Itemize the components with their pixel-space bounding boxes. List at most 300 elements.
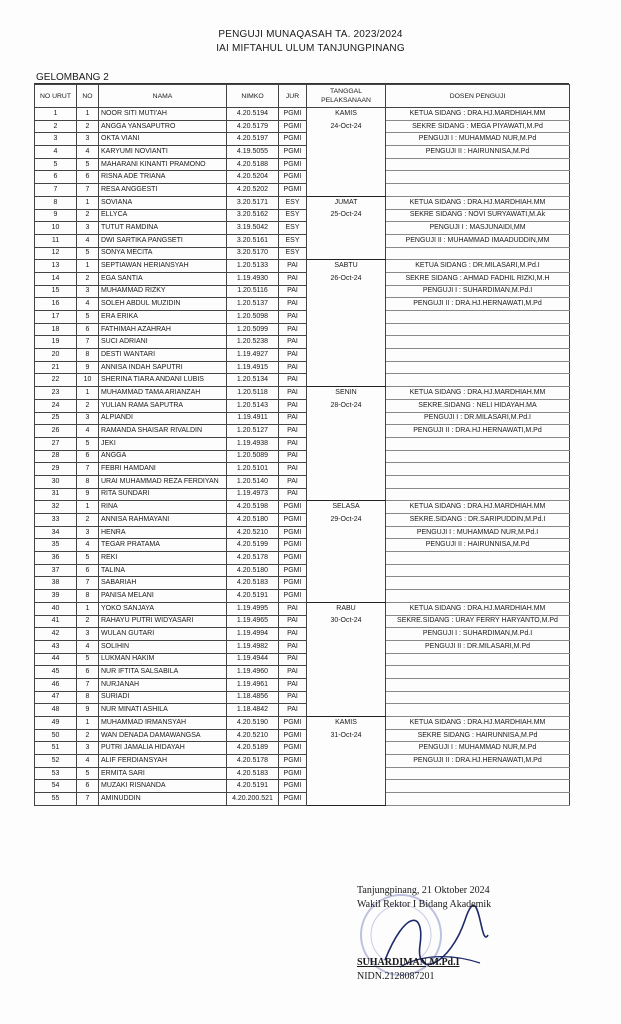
cell-no: 9	[77, 488, 99, 501]
cell-nama: YOKO SANJAYA	[99, 602, 227, 615]
cell-no: 5	[77, 311, 99, 324]
cell-jur: PGMI	[279, 552, 307, 565]
cell-nimko: 1.19.4944	[227, 653, 279, 666]
table-body	[35, 108, 570, 806]
cell-nama: TUTUT RAMDINA	[99, 222, 227, 235]
table-row	[35, 412, 570, 425]
cell-jur: ESY	[279, 222, 307, 235]
cell-tanggal	[307, 247, 386, 260]
cell-nimko: 4.20.5199	[227, 539, 279, 552]
table-row	[35, 272, 570, 285]
cell-nimko: 4.20.5210	[227, 526, 279, 539]
cell-nimko: 4.19.5055	[227, 146, 279, 159]
cell-nama: WULAN GUTARI	[99, 628, 227, 641]
cell-tanggal	[307, 437, 386, 450]
cell-no-urut: 20	[35, 349, 77, 362]
table-row	[35, 602, 570, 615]
document-title	[0, 28, 621, 56]
cell-nama: FEBRI HAMDANI	[99, 463, 227, 476]
cell-tanggal	[307, 767, 386, 780]
cell-nama: ANNISA INDAH SAPUTRI	[99, 361, 227, 374]
cell-jur: PAI	[279, 602, 307, 615]
table-row	[35, 361, 570, 374]
table-row	[35, 158, 570, 171]
cell-jur: ESY	[279, 196, 307, 209]
cell-no: 9	[77, 704, 99, 717]
cell-dosen: PENGUJI II : HAIRUNNISA,M.Pd	[386, 146, 570, 159]
cell-dosen	[386, 691, 570, 704]
col-no-urut: NO URUT	[35, 85, 77, 108]
cell-nama: RITA SUNDARI	[99, 488, 227, 501]
wave-label: GELOMBANG 2	[36, 72, 109, 83]
cell-no: 5	[77, 437, 99, 450]
table-row	[35, 120, 570, 133]
cell-nimko: 4.20.5188	[227, 158, 279, 171]
col-dosen: DOSEN PENGUJI	[386, 85, 570, 108]
cell-nama: SOVIANA	[99, 196, 227, 209]
cell-nimko: 4.20.5191	[227, 590, 279, 603]
cell-dosen: SEKRE.SIDANG : DR.SARIPUDDIN,M.Pd.I	[386, 514, 570, 527]
cell-no: 3	[77, 412, 99, 425]
table-row	[35, 704, 570, 717]
cell-no-urut: 48	[35, 704, 77, 717]
cell-jur: PAI	[279, 691, 307, 704]
cell-nama: RAMANDA SHAISAR RIVALDIN	[99, 425, 227, 438]
cell-nimko: 3.20.5171	[227, 196, 279, 209]
cell-jur: PAI	[279, 260, 307, 273]
cell-nama: URAI MUHAMMAD REZA FERDIYAN	[99, 475, 227, 488]
cell-no-urut: 30	[35, 475, 77, 488]
cell-nimko: 3.20.5161	[227, 234, 279, 247]
cell-jur: PAI	[279, 475, 307, 488]
table-row	[35, 539, 570, 552]
table-row	[35, 184, 570, 197]
cell-jur: PAI	[279, 615, 307, 628]
cell-no-urut: 51	[35, 742, 77, 755]
cell-jur: PAI	[279, 349, 307, 362]
cell-nama: JEKI	[99, 437, 227, 450]
cell-no: 1	[77, 602, 99, 615]
table-row	[35, 590, 570, 603]
cell-tanggal	[307, 742, 386, 755]
table-header-row	[35, 85, 570, 108]
cell-jur: PGMI	[279, 577, 307, 590]
cell-dosen: PENGUJI I : SUHARDIMAN,M.Pd.I	[386, 628, 570, 641]
cell-nimko: 3.19.5042	[227, 222, 279, 235]
cell-no-urut: 39	[35, 590, 77, 603]
table-row	[35, 399, 570, 412]
cell-no: 8	[77, 691, 99, 704]
table-row	[35, 336, 570, 349]
table-row	[35, 323, 570, 336]
cell-tanggal	[307, 590, 386, 603]
cell-jur: PGMI	[279, 146, 307, 159]
cell-nimko: 4.20.5178	[227, 755, 279, 768]
table-row	[35, 196, 570, 209]
cell-tanggal	[307, 628, 386, 641]
cell-nama: ANNISA RAHMAYANI	[99, 514, 227, 527]
table-row	[35, 260, 570, 273]
table-row	[35, 425, 570, 438]
cell-nama: SOLEH ABDUL MUZIDIN	[99, 298, 227, 311]
cell-no: 3	[77, 222, 99, 235]
cell-dosen	[386, 450, 570, 463]
cell-dosen	[386, 336, 570, 349]
table-row	[35, 526, 570, 539]
cell-jur: PAI	[279, 311, 307, 324]
table-row	[35, 501, 570, 514]
cell-tanggal: RABU	[307, 602, 386, 615]
cell-tanggal	[307, 361, 386, 374]
cell-no-urut: 37	[35, 564, 77, 577]
cell-no-urut: 22	[35, 374, 77, 387]
cell-dosen: KETUA SIDANG : DR.MILASARI,M.Pd.I	[386, 260, 570, 273]
table-row	[35, 247, 570, 260]
table-row	[35, 450, 570, 463]
cell-nama: NOOR SITI MUTI'AH	[99, 108, 227, 121]
cell-dosen	[386, 767, 570, 780]
cell-tanggal	[307, 285, 386, 298]
cell-no-urut: 45	[35, 666, 77, 679]
cell-nama: ALIF FERDIANSYAH	[99, 755, 227, 768]
cell-no: 3	[77, 742, 99, 755]
cell-dosen: KETUA SIDANG : DRA.HJ.MARDHIAH.MM	[386, 602, 570, 615]
cell-nama: RISNA ADE TRIANA	[99, 171, 227, 184]
cell-no-urut: 50	[35, 729, 77, 742]
cell-tanggal: 25-Oct-24	[307, 209, 386, 222]
cell-nama: ERMITA SARI	[99, 767, 227, 780]
cell-nimko: 1.18.4842	[227, 704, 279, 717]
cell-dosen: PENGUJI II : DRA.HJ.HERNAWATI,M.Pd	[386, 425, 570, 438]
cell-tanggal	[307, 311, 386, 324]
cell-no: 4	[77, 539, 99, 552]
cell-no-urut: 12	[35, 247, 77, 260]
cell-jur: PAI	[279, 666, 307, 679]
cell-tanggal	[307, 222, 386, 235]
cell-jur: PAI	[279, 450, 307, 463]
cell-tanggal	[307, 793, 386, 806]
cell-no-urut: 44	[35, 653, 77, 666]
cell-dosen	[386, 463, 570, 476]
cell-nimko: 4.20.5191	[227, 780, 279, 793]
cell-no: 9	[77, 361, 99, 374]
cell-nimko: 4.20.5197	[227, 133, 279, 146]
cell-nimko: 1.19.4982	[227, 640, 279, 653]
cell-no: 2	[77, 514, 99, 527]
table-row	[35, 285, 570, 298]
cell-dosen	[386, 488, 570, 501]
cell-nama: DESTI WANTARI	[99, 349, 227, 362]
cell-nimko: 3.20.5162	[227, 209, 279, 222]
table-row	[35, 437, 570, 450]
cell-dosen: KETUA SIDANG : DRA.HJ.MARDHIAH.MM	[386, 501, 570, 514]
cell-no-urut: 13	[35, 260, 77, 273]
cell-jur: PGMI	[279, 184, 307, 197]
cell-dosen: KETUA SIDANG : DRA.HJ.MARDHIAH.MM	[386, 717, 570, 730]
cell-nama: MUZAKI RISNANDA	[99, 780, 227, 793]
cell-nama: NUR MINATI ASHILA	[99, 704, 227, 717]
cell-nama: KARYUMI NOVIANTI	[99, 146, 227, 159]
cell-nimko: 1.20.5127	[227, 425, 279, 438]
cell-tanggal	[307, 678, 386, 691]
cell-no-urut: 27	[35, 437, 77, 450]
cell-no: 4	[77, 640, 99, 653]
cell-tanggal	[307, 526, 386, 539]
cell-tanggal	[307, 666, 386, 679]
cell-nama: ANGGA YANSAPUTRO	[99, 120, 227, 133]
cell-dosen	[386, 323, 570, 336]
cell-tanggal	[307, 640, 386, 653]
cell-nama: NUR IFTITA SALSABILA	[99, 666, 227, 679]
cell-dosen	[386, 590, 570, 603]
cell-no: 8	[77, 475, 99, 488]
cell-nimko: 1.20.5143	[227, 399, 279, 412]
cell-jur: PGMI	[279, 564, 307, 577]
cell-no: 2	[77, 729, 99, 742]
cell-no-urut: 32	[35, 501, 77, 514]
cell-jur: PGMI	[279, 780, 307, 793]
cell-dosen: PENGUJI II : MUHAMMAD IMAADUDDIN,MM	[386, 234, 570, 247]
cell-no-urut: 52	[35, 755, 77, 768]
cell-tanggal	[307, 704, 386, 717]
cell-nama: SURIADI	[99, 691, 227, 704]
table-row	[35, 691, 570, 704]
cell-dosen	[386, 184, 570, 197]
cell-no: 1	[77, 387, 99, 400]
cell-tanggal	[307, 171, 386, 184]
cell-nimko: 4.20.5194	[227, 108, 279, 121]
cell-nama: ERA ERIKA	[99, 311, 227, 324]
cell-nimko: 4.20.5210	[227, 729, 279, 742]
cell-tanggal	[307, 564, 386, 577]
cell-dosen	[386, 437, 570, 450]
cell-nimko: 1.19.4960	[227, 666, 279, 679]
cell-nama: RESA ANGGESTI	[99, 184, 227, 197]
cell-no: 5	[77, 653, 99, 666]
cell-no: 6	[77, 564, 99, 577]
table-row	[35, 780, 570, 793]
cell-nama: HENRA	[99, 526, 227, 539]
cell-no: 1	[77, 108, 99, 121]
cell-nimko: 1.19.4911	[227, 412, 279, 425]
cell-nimko: 1.19.4973	[227, 488, 279, 501]
cell-no: 6	[77, 323, 99, 336]
cell-dosen	[386, 552, 570, 565]
cell-nimko: 1.19.4965	[227, 615, 279, 628]
cell-nimko: 1.20.5134	[227, 374, 279, 387]
cell-nama: LUKMAN HAKIM	[99, 653, 227, 666]
cell-no: 5	[77, 158, 99, 171]
table-row	[35, 755, 570, 768]
cell-nimko: 4.20.5190	[227, 717, 279, 730]
cell-dosen: KETUA SIDANG : DRA.HJ.MARDHIAH.MM	[386, 108, 570, 121]
cell-jur: PGMI	[279, 514, 307, 527]
cell-nimko: 4.20.5183	[227, 767, 279, 780]
cell-dosen	[386, 247, 570, 260]
cell-no-urut: 38	[35, 577, 77, 590]
cell-dosen	[386, 361, 570, 374]
cell-jur: PAI	[279, 412, 307, 425]
examiner-table	[34, 84, 570, 806]
table-row	[35, 349, 570, 362]
table-row	[35, 678, 570, 691]
cell-nimko: 4.20.5189	[227, 742, 279, 755]
table-row	[35, 475, 570, 488]
cell-jur: PGMI	[279, 171, 307, 184]
cell-jur: PAI	[279, 361, 307, 374]
cell-no-urut: 46	[35, 678, 77, 691]
cell-no: 1	[77, 260, 99, 273]
cell-no: 7	[77, 678, 99, 691]
cell-no-urut: 55	[35, 793, 77, 806]
cell-jur: PGMI	[279, 767, 307, 780]
cell-no-urut: 23	[35, 387, 77, 400]
title-line-2: IAI MIFTAHUL ULUM TANJUNGPINANG	[216, 43, 405, 54]
cell-tanggal	[307, 475, 386, 488]
cell-dosen: PENGUJI I : MUHAMMAD NUR,M.Pd.I	[386, 526, 570, 539]
table-row	[35, 234, 570, 247]
cell-jur: PAI	[279, 399, 307, 412]
cell-nama: YULIAN RAMA SAPUTRA	[99, 399, 227, 412]
cell-tanggal: 29-Oct-24	[307, 514, 386, 527]
table-row	[35, 577, 570, 590]
cell-tanggal	[307, 539, 386, 552]
cell-jur: PGMI	[279, 793, 307, 806]
cell-nimko: 4.20.5204	[227, 171, 279, 184]
cell-tanggal	[307, 133, 386, 146]
cell-dosen	[386, 171, 570, 184]
cell-no-urut: 15	[35, 285, 77, 298]
cell-no: 7	[77, 184, 99, 197]
cell-no-urut: 42	[35, 628, 77, 641]
cell-dosen	[386, 564, 570, 577]
cell-dosen: PENGUJI II : DR.MILASARI,M.Pd	[386, 640, 570, 653]
cell-dosen: SEKRE.SIDANG : NELI HIDAYAH.MA	[386, 399, 570, 412]
cell-nama: MUHAMMAD IRMANSYAH	[99, 717, 227, 730]
cell-tanggal: SELASA	[307, 501, 386, 514]
table-row	[35, 171, 570, 184]
cell-nama: SEPTIAWAN HERIANSYAH	[99, 260, 227, 273]
cell-no: 2	[77, 615, 99, 628]
cell-jur: PAI	[279, 437, 307, 450]
cell-jur: PAI	[279, 336, 307, 349]
cell-nama: ALPIANDI	[99, 412, 227, 425]
cell-dosen: SEKRE.SIDANG : URAY FERRY HARYANTO,M.Pd	[386, 615, 570, 628]
cell-nama: FATHIMAH AZAHRAH	[99, 323, 227, 336]
cell-nimko: 1.20.5089	[227, 450, 279, 463]
cell-dosen: PENGUJI I : DR.MILASARI,M.Pd.I	[386, 412, 570, 425]
cell-jur: PGMI	[279, 526, 307, 539]
cell-dosen	[386, 793, 570, 806]
cell-no-urut: 33	[35, 514, 77, 527]
cell-tanggal: JUMAT	[307, 196, 386, 209]
cell-nimko: 1.20.5238	[227, 336, 279, 349]
cell-tanggal	[307, 374, 386, 387]
cell-nimko: 1.19.4961	[227, 678, 279, 691]
cell-nimko: 4.20.5178	[227, 552, 279, 565]
cell-no-urut: 49	[35, 717, 77, 730]
cell-no-urut: 8	[35, 196, 77, 209]
cell-tanggal	[307, 755, 386, 768]
table-row	[35, 564, 570, 577]
cell-dosen: SEKRE SIDANG : NOVI SURYAWATI,M.Ak	[386, 209, 570, 222]
cell-nimko: 1.20.5116	[227, 285, 279, 298]
cell-dosen	[386, 374, 570, 387]
cell-jur: PAI	[279, 374, 307, 387]
cell-nama: SOLIHIN	[99, 640, 227, 653]
cell-nimko: 1.20.5098	[227, 311, 279, 324]
cell-dosen: PENGUJI I : MASJUNAIDI,MM	[386, 222, 570, 235]
cell-no: 5	[77, 552, 99, 565]
signature-place-date: Tanjungpinang, 21 Oktober 2024	[357, 885, 490, 896]
cell-no-urut: 31	[35, 488, 77, 501]
cell-no-urut: 17	[35, 311, 77, 324]
cell-no: 3	[77, 526, 99, 539]
cell-no-urut: 18	[35, 323, 77, 336]
cell-nimko: 4.20.5180	[227, 514, 279, 527]
signature-nidn: NIDN.2128087201	[357, 971, 435, 982]
table-row	[35, 767, 570, 780]
signature-position: Wakil Rektor I Bidang Akademik	[357, 899, 492, 910]
cell-nama: TEGAR PRATAMA	[99, 539, 227, 552]
cell-no: 6	[77, 450, 99, 463]
cell-dosen	[386, 577, 570, 590]
cell-tanggal: KAMIS	[307, 717, 386, 730]
cell-no: 7	[77, 336, 99, 349]
cell-dosen	[386, 475, 570, 488]
cell-no: 1	[77, 196, 99, 209]
cell-no: 3	[77, 285, 99, 298]
col-nama: NAMA	[99, 85, 227, 108]
cell-no-urut: 47	[35, 691, 77, 704]
table-row	[35, 615, 570, 628]
cell-nimko: 4.20.5180	[227, 564, 279, 577]
cell-jur: PGMI	[279, 108, 307, 121]
cell-no: 6	[77, 171, 99, 184]
cell-dosen: KETUA SIDANG : DRA.HJ.MARDHIAH.MM	[386, 387, 570, 400]
title-line-1: PENGUJI MUNAQASAH TA. 2023/2024	[218, 29, 403, 40]
cell-jur: PGMI	[279, 729, 307, 742]
cell-dosen	[386, 158, 570, 171]
cell-dosen	[386, 311, 570, 324]
table-row	[35, 146, 570, 159]
cell-nimko: 1.18.4856	[227, 691, 279, 704]
cell-nimko: 1.20.5133	[227, 260, 279, 273]
cell-dosen: PENGUJI I : MUHAMMAD NUR,M.Pd	[386, 742, 570, 755]
table-row	[35, 463, 570, 476]
cell-jur: ESY	[279, 234, 307, 247]
cell-no: 7	[77, 463, 99, 476]
cell-jur: PGMI	[279, 590, 307, 603]
cell-no-urut: 26	[35, 425, 77, 438]
cell-nama: SUCI ADRIANI	[99, 336, 227, 349]
cell-tanggal	[307, 691, 386, 704]
cell-nimko: 1.19.4995	[227, 602, 279, 615]
cell-no-urut: 9	[35, 209, 77, 222]
cell-nimko: 4.20.5202	[227, 184, 279, 197]
cell-dosen: PENGUJI II : HAIRUNNISA,M.Pd	[386, 539, 570, 552]
cell-no-urut: 53	[35, 767, 77, 780]
cell-nimko: 1.19.4915	[227, 361, 279, 374]
cell-no-urut: 29	[35, 463, 77, 476]
cell-no-urut: 21	[35, 361, 77, 374]
cell-nimko: 4.20.5179	[227, 120, 279, 133]
cell-tanggal: 31-Oct-24	[307, 729, 386, 742]
cell-dosen: SEKRE SIDANG : HAIRUNNISA,M.Pd	[386, 729, 570, 742]
table-row	[35, 387, 570, 400]
cell-tanggal	[307, 234, 386, 247]
cell-no-urut: 25	[35, 412, 77, 425]
